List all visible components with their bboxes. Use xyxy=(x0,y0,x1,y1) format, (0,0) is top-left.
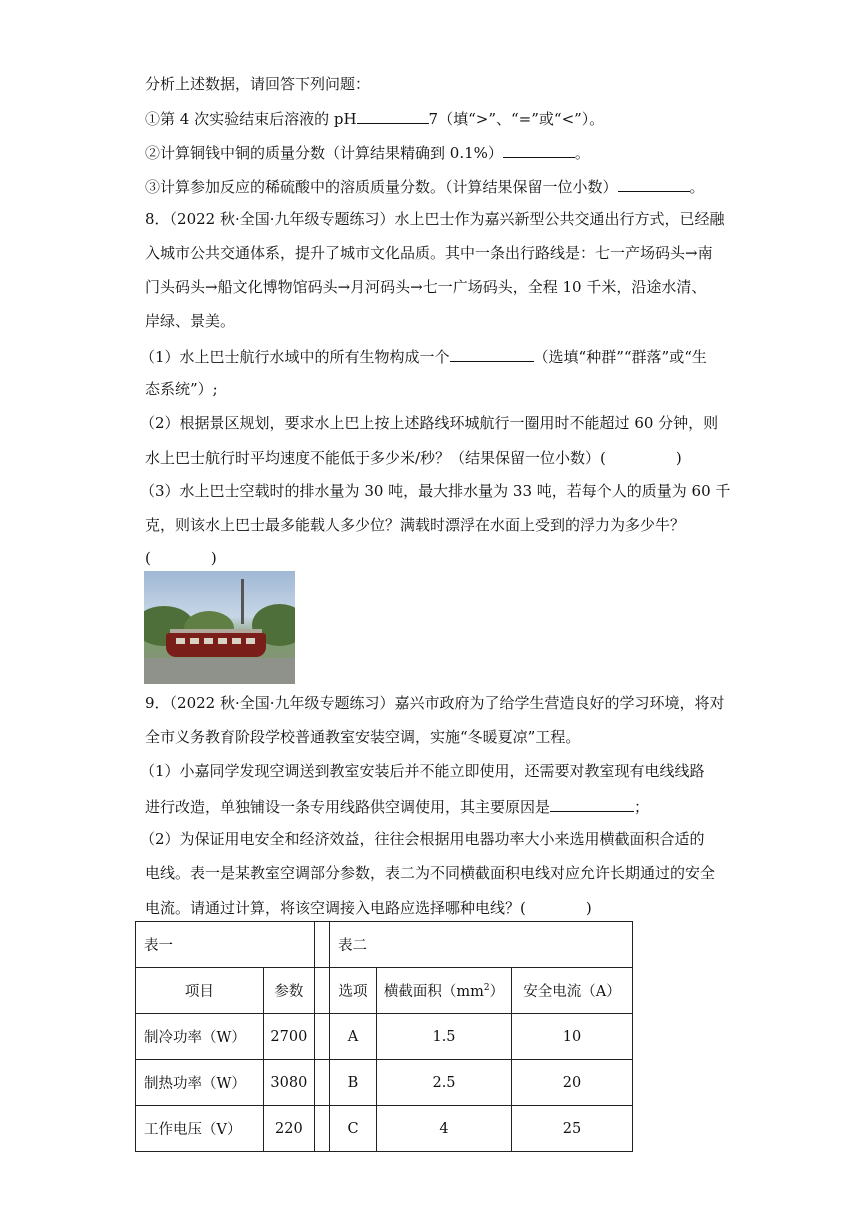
table-cell: C xyxy=(330,1106,377,1152)
answer-blank[interactable] xyxy=(357,107,429,124)
q9-part-2-cont: 电流。请通过计算，将该空调接入电路应选择哪种电线？( ) xyxy=(145,899,592,917)
parameter-tables xyxy=(135,921,633,1152)
q8-part-1: （1）水上巴士航行水域中的所有生物构成一个 （选填“种群”“群落”或“生 xyxy=(140,345,707,367)
q7-part-3: ③计算参加反应的稀硫酸中的溶质质量分数。（计算结果保留一位小数） 。 xyxy=(145,175,705,197)
q7-part-1: ①第 4 次实验结束后溶液的 pH 7（填“>”、“=”或“<”）。 xyxy=(145,107,604,129)
table-cell: 4 xyxy=(377,1106,512,1152)
answer-space[interactable] xyxy=(151,547,211,563)
answer-blank[interactable] xyxy=(503,141,575,158)
answer-blank[interactable] xyxy=(450,345,534,362)
table-row xyxy=(136,1060,633,1106)
q9-stem-line: 9．（2022 秋·全国·九年级专题练习）嘉兴市政府为了给学生营造良好的学习环境，将对 xyxy=(145,694,725,712)
table-cell: 制冷功率（W） xyxy=(136,1014,264,1060)
table-row xyxy=(136,1106,633,1152)
answer-space[interactable] xyxy=(526,897,586,913)
table-cell: 制热功率（W） xyxy=(136,1060,264,1106)
q9-part-1: （1）小嘉同学发现空调送到教室安装后并不能立即使用，还需要对教室现有电线线路 xyxy=(140,762,705,780)
table-cell: 工作电压（V） xyxy=(136,1106,264,1152)
table-header-row xyxy=(136,968,633,1014)
q8-part-3: （3）水上巴士空载时的排水量为 30 吨，最大排水量为 33 吨，若每个人的质量为 60 千 xyxy=(140,482,731,500)
table-cell: 2.5 xyxy=(377,1060,512,1106)
q9-stem-line: 全市义务教育阶段学校普通教室安装空调，实施“冬暖夏凉”工程。 xyxy=(145,728,581,746)
q9-part-1-cont: 进行改造，单独铺设一条专用线路供空调使用，其主要原因是 ； xyxy=(145,795,649,817)
table-cell: 3080 xyxy=(263,1060,314,1106)
table2-header: 横截面积$(mm^2)$ xyxy=(377,968,512,1014)
table1-header: 参数 xyxy=(263,968,314,1014)
table1-title: 表一 xyxy=(136,922,315,968)
q8-part-1-cont: 态系统”）; xyxy=(145,380,218,398)
q8-stem-line: 门头码头→船文化博物馆码头→月河码头→七一广场码头，全程 10 千米，沿途水清、 xyxy=(145,278,707,296)
q9-part-2: （2）为保证用电安全和经济效益，往往会根据用电器功率大小来选用横截面积合适的 xyxy=(140,830,705,848)
table-row xyxy=(136,922,633,968)
intro-text: 分析上述数据，请回答下列问题： xyxy=(145,75,371,93)
table2-title: 表二 xyxy=(330,922,633,968)
q8-part-3-cont: 克，则该水上巴士最多能载人多少位？满载时漂浮在水面上受到的浮力为多少牛？ xyxy=(145,516,686,534)
q8-stem-line: 8．（2022 秋·全国·九年级专题练习）水上巴士作为嘉兴新型公共交通出行方式，已经融 xyxy=(145,210,725,228)
q7-part-2: ②计算铜钱中铜的质量分数（计算结果精确到 0.1%） 。 xyxy=(145,141,590,163)
q8-part-2: （2）根据景区规划，要求水上巴上按上述路线环城航行一圈用时不能超过 60 分钟，则 xyxy=(140,414,719,432)
table-cell: 220 xyxy=(263,1106,314,1152)
answer-blank[interactable] xyxy=(618,175,690,192)
q9-part-2-cont: 电线。表一是某教室空调部分参数，表二为不同横截面积电线对应允许长期通过的安全 xyxy=(145,864,716,882)
answer-blank[interactable] xyxy=(550,795,634,812)
table-cell: B xyxy=(330,1060,377,1106)
table-row xyxy=(136,1014,633,1060)
table-cell: 2700 xyxy=(263,1014,314,1060)
answer-space[interactable] xyxy=(606,447,676,463)
q8-part-3-answer: ( ) xyxy=(145,549,217,567)
q8-stem-line: 入城市公共交通体系，提升了城市文化品质。其中一条出行路线是：七一产场码头→南 xyxy=(145,244,713,262)
table-cell: 1.5 xyxy=(377,1014,512,1060)
table-cell: 10 xyxy=(512,1014,633,1060)
table-cell: 20 xyxy=(512,1060,633,1106)
water-bus-photo xyxy=(144,571,295,684)
table-cell: A xyxy=(330,1014,377,1060)
table-cell: 25 xyxy=(512,1106,633,1152)
table2-header: 安全电流（A） xyxy=(512,968,633,1014)
q8-stem-line: 岸绿、景美。 xyxy=(145,312,236,330)
q8-part-2-cont: 水上巴士航行时平均速度不能低于多少米/秒？（结果保留一位小数）( ) xyxy=(145,449,682,467)
table1-header: 项目 xyxy=(136,968,264,1014)
table2-header: 选项 xyxy=(330,968,377,1014)
